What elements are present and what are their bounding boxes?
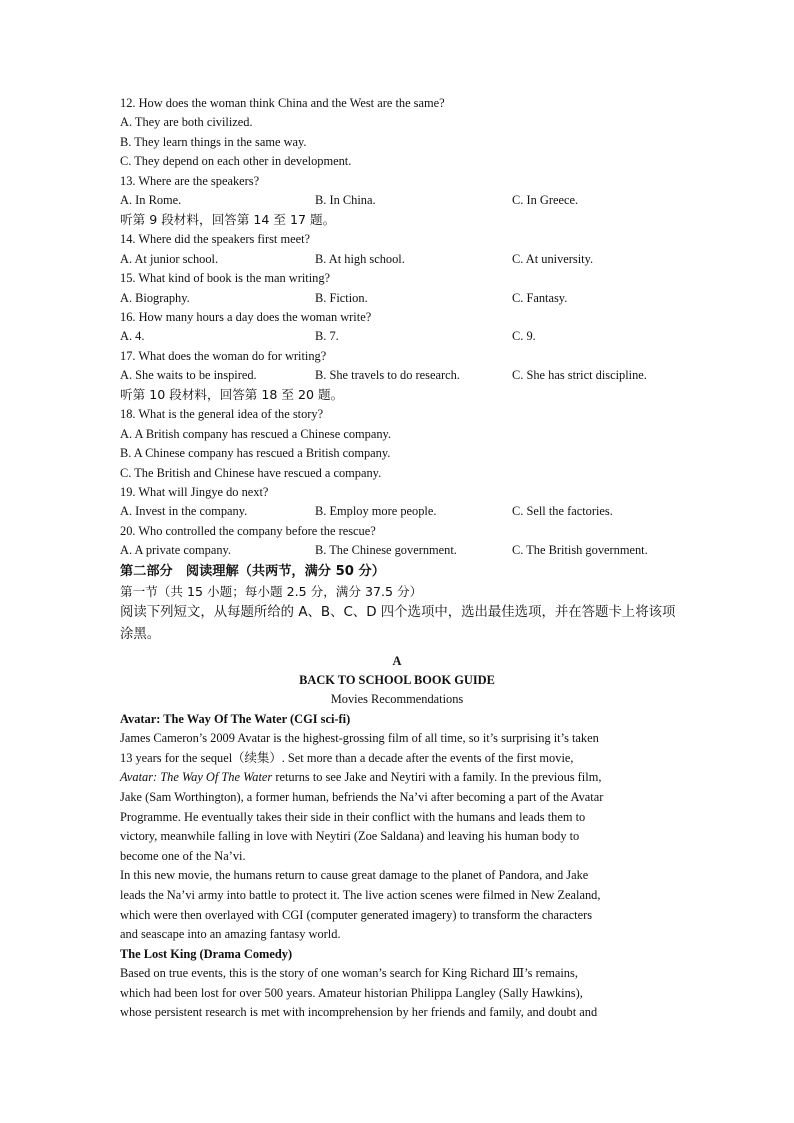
- question-15-option-c: C. Fantasy.: [512, 290, 568, 305]
- question-14-option-a: A. At junior school.: [120, 251, 219, 266]
- text-line: victory, meanwhile falling in love with Neytiri (Zoe Saldana) and leaving his human body to: [120, 829, 580, 844]
- question-19-option-b: B. Employ more people.: [315, 504, 437, 519]
- question-18-option-c: C. The British and Chinese have rescued a company.: [120, 465, 382, 480]
- movie-1-paragraph-1: [120, 729, 672, 866]
- question-18-option-a: A. A British company has rescued a Chinese company.: [120, 426, 392, 441]
- question-20-option-a: A. A private company.: [120, 543, 232, 558]
- question-18-stem: 18. What is the general idea of the story?: [120, 407, 324, 422]
- question-13-options: [120, 191, 670, 210]
- question-16-options: [120, 327, 670, 346]
- question-16-option-a: A. 4.: [120, 329, 145, 344]
- text-fragment: returns to see Jake and Neytiri with a family. In the previous film,: [272, 770, 602, 785]
- movie-2-heading: The Lost King (Drama Comedy): [120, 946, 293, 961]
- question-18-option-b: B. A Chinese company has rescued a British company.: [120, 446, 391, 461]
- text-line: which were then overlayed with CGI (computer generated imagery) to transform the characters: [120, 907, 593, 922]
- question-16-stem: 16. How many hours a day does the woman write?: [120, 309, 372, 324]
- question-15-option-b: B. Fiction.: [315, 290, 368, 305]
- text-line: and seascape into an amazing fantasy world.: [120, 927, 341, 942]
- question-17-stem: 17. What does the woman do for writing?: [120, 348, 327, 363]
- text-line: Programme. He eventually takes their side in their conflict with the humans and leads them to: [120, 809, 586, 824]
- question-16-option-c: C. 9.: [512, 329, 536, 344]
- movie-2-paragraph-1: [120, 964, 672, 1023]
- question-13-stem: 13. Where are the speakers?: [120, 173, 260, 188]
- question-17-option-c: C. She has strict discipline.: [512, 368, 647, 383]
- part-2-instruction: 阅读下列短文，从每题所给的 A、B、C、D 四个选项中，选出最佳选项，并在答题卡上将该项涂黑。: [120, 604, 676, 642]
- question-19-option-c: C. Sell the factories.: [512, 504, 613, 519]
- question-19-stem: 19. What will Jingye do next?: [120, 485, 269, 500]
- question-12-option-b: B. They learn things in the same way.: [120, 134, 307, 149]
- text-line: become one of the Na’vi.: [120, 848, 246, 863]
- text-line: [120, 768, 672, 788]
- question-12-option-c: C. They depend on each other in development.: [120, 154, 352, 169]
- question-15-option-a: A. Biography.: [120, 290, 190, 305]
- part-2-section-1: 第一节（共 15 小题；每小题 2.5 分，满分 37.5 分）: [120, 583, 423, 599]
- question-17-option-b: B. She travels to do research.: [315, 368, 460, 383]
- passage-subtitle: Movies Recommendations: [330, 692, 464, 707]
- question-13-option-a: A. In Rome.: [120, 192, 182, 207]
- question-14-stem: 14. Where did the speakers first meet?: [120, 232, 311, 247]
- part-2-heading: 第二部分 阅读理解（共两节，满分 50 分）: [120, 563, 385, 579]
- question-12-option-a: A. They are both civilized.: [120, 115, 253, 130]
- question-20-options: [120, 541, 670, 560]
- question-14-option-b: B. At high school.: [315, 251, 405, 266]
- movie-title-italic: Avatar: The Way Of The Water: [120, 770, 273, 785]
- text-line: Jake (Sam Worthington), a former human, befriends the Na’vi after becoming a part of the Avatar: [120, 789, 604, 804]
- movie-1-heading: Avatar: The Way Of The Water (CGI sci-fi): [120, 711, 351, 726]
- passage-title: BACK TO SCHOOL BOOK GUIDE: [299, 672, 495, 687]
- text-line: which had been lost for over 500 years. Amateur historian Philippa Langley (Sally Hawkins),: [120, 985, 583, 1000]
- page-content: [120, 94, 676, 1023]
- text-line: In this new movie, the humans return to cause great damage to the planet of Pandora, and Jake: [120, 868, 589, 883]
- section-9-instruction: 听第 9 段材料，回答第 14 至 17 题。: [120, 212, 336, 228]
- passage-letter: A: [392, 653, 402, 668]
- question-19-options: [120, 502, 670, 521]
- question-12-stem: 12. How does the woman think China and the West are the same?: [120, 96, 445, 110]
- text-line: whose persistent research is met with incomprehension by her friends and family, and doubt and: [120, 1005, 598, 1020]
- question-13-option-c: C. In Greece.: [512, 192, 579, 207]
- question-20-option-b: B. The Chinese government.: [315, 543, 457, 558]
- question-15-options: [120, 289, 670, 308]
- question-15-stem: 15. What kind of book is the man writing?: [120, 271, 331, 286]
- question-16-option-b: B. 7.: [315, 329, 339, 344]
- text-line: Based on true events, this is the story of one woman’s search for King Richard Ⅲ’s remains,: [120, 966, 578, 981]
- section-10-instruction: 听第 10 段材料，回答第 18 至 20 题。: [120, 387, 344, 403]
- question-14-option-c: C. At university.: [512, 251, 594, 266]
- question-19-option-a: A. Invest in the company.: [120, 504, 248, 519]
- text-line: leads the Na’vi army into battle to protect it. The live action scenes were filmed in New Zealand,: [120, 887, 601, 902]
- text-line: 13 years for the sequel（续集）. Set more than a decade after the events of the first movie,: [120, 750, 574, 765]
- text-line: James Cameron’s 2009 Avatar is the highest-grossing film of all time, so it’s surprising it’s taken: [120, 731, 599, 746]
- question-20-stem: 20. Who controlled the company before the rescue?: [120, 523, 376, 538]
- question-14-options: [120, 250, 670, 269]
- question-17-options: [120, 366, 670, 385]
- question-13-option-b: B. In China.: [315, 192, 376, 207]
- question-17-option-a: A. She waits to be inspired.: [120, 368, 257, 383]
- question-20-option-c: C. The British government.: [512, 543, 648, 558]
- movie-1-paragraph-2: [120, 866, 672, 944]
